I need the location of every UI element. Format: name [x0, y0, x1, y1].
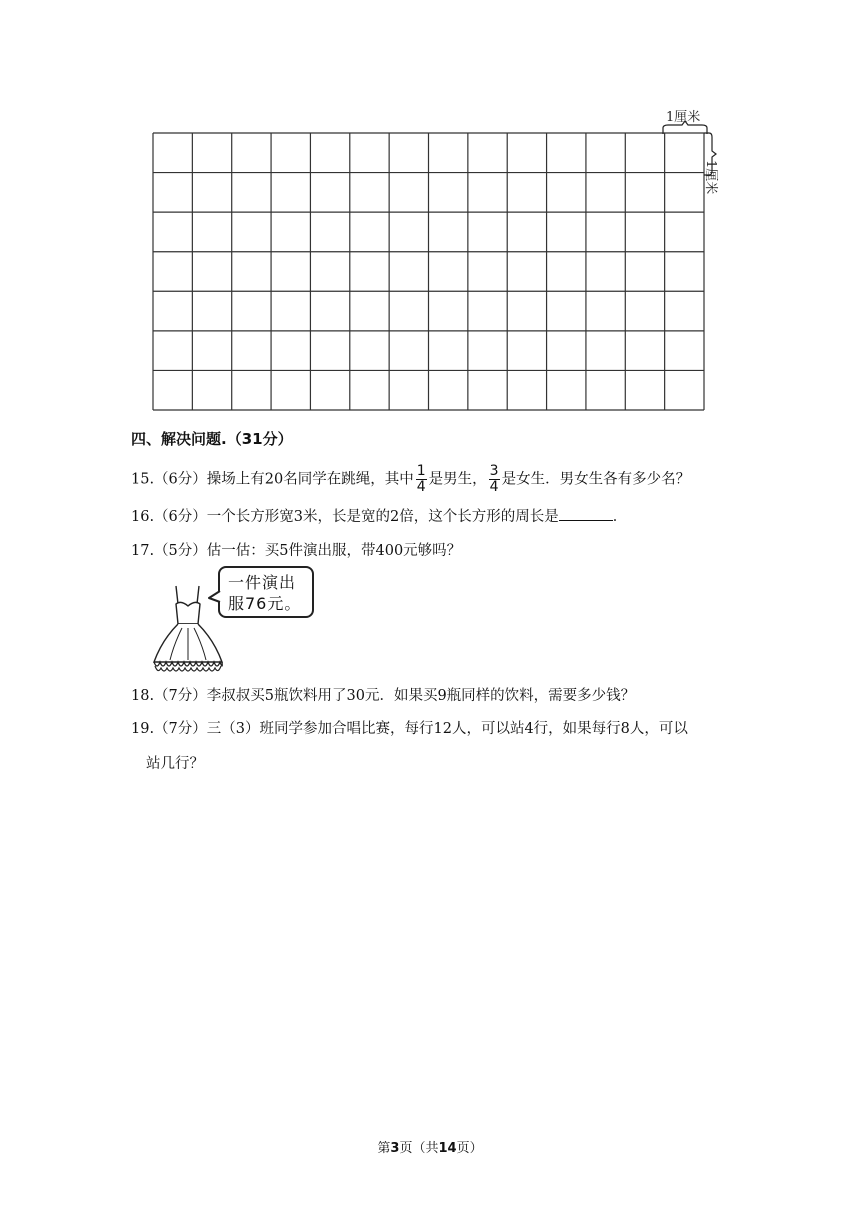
fraction-one-quarter: [416, 464, 427, 495]
fraction-denominator: 4: [489, 479, 499, 495]
question-19-line-1: 19.（7分）三（3）班同学参加合唱比赛，每行12人，可以站4行，如果每行8人，可以: [131, 721, 688, 737]
footer-post: 页）: [456, 1141, 483, 1156]
question-17: 17.（5分）估一估：买5件演出服，带400元够吗？: [131, 543, 462, 559]
fraction-denominator: 4: [416, 479, 426, 495]
section-title: 四、解决问题.（31分）: [131, 430, 293, 448]
answer-blank[interactable]: [559, 506, 613, 521]
q16-text: 16.（6分）一个长方形宽3米，长是宽的2倍，这个长方形的周长是: [131, 509, 559, 525]
q15-middle: 是男生，: [428, 471, 487, 488]
footer-pre: 第: [377, 1141, 391, 1156]
footer-page-number: 3: [390, 1141, 400, 1156]
question-15: [131, 464, 690, 495]
q16-end: ．: [612, 509, 628, 525]
bubble-text: 一件演出服76元。: [228, 573, 302, 613]
page-footer: [0, 1137, 860, 1156]
fraction-numerator: 1: [416, 463, 426, 479]
question-16: [131, 506, 627, 527]
grid-side-label: 1厘米: [703, 160, 718, 195]
q15-prefix: 15.（6分）操场上有20名同学在跳绳，其中: [131, 471, 414, 488]
grid-top-label: 1厘米: [666, 110, 701, 125]
price-speech-bubble: [218, 566, 314, 618]
fraction-three-quarters: [489, 464, 500, 495]
bubble-tail: [208, 590, 222, 604]
question-19-line-2: 站几行？: [146, 756, 204, 772]
q15-suffix: 是女生．男女生各有多少名？: [501, 471, 691, 488]
square-grid: [152, 132, 712, 412]
question-18: 18.（7分）李叔叔买5瓶饮料用了30元．如果买9瓶同样的饮料，需要多少钱？: [131, 688, 636, 704]
footer-total-pages: 14: [438, 1141, 457, 1156]
footer-mid: 页（共: [399, 1141, 439, 1156]
fraction-numerator: 3: [489, 463, 499, 479]
